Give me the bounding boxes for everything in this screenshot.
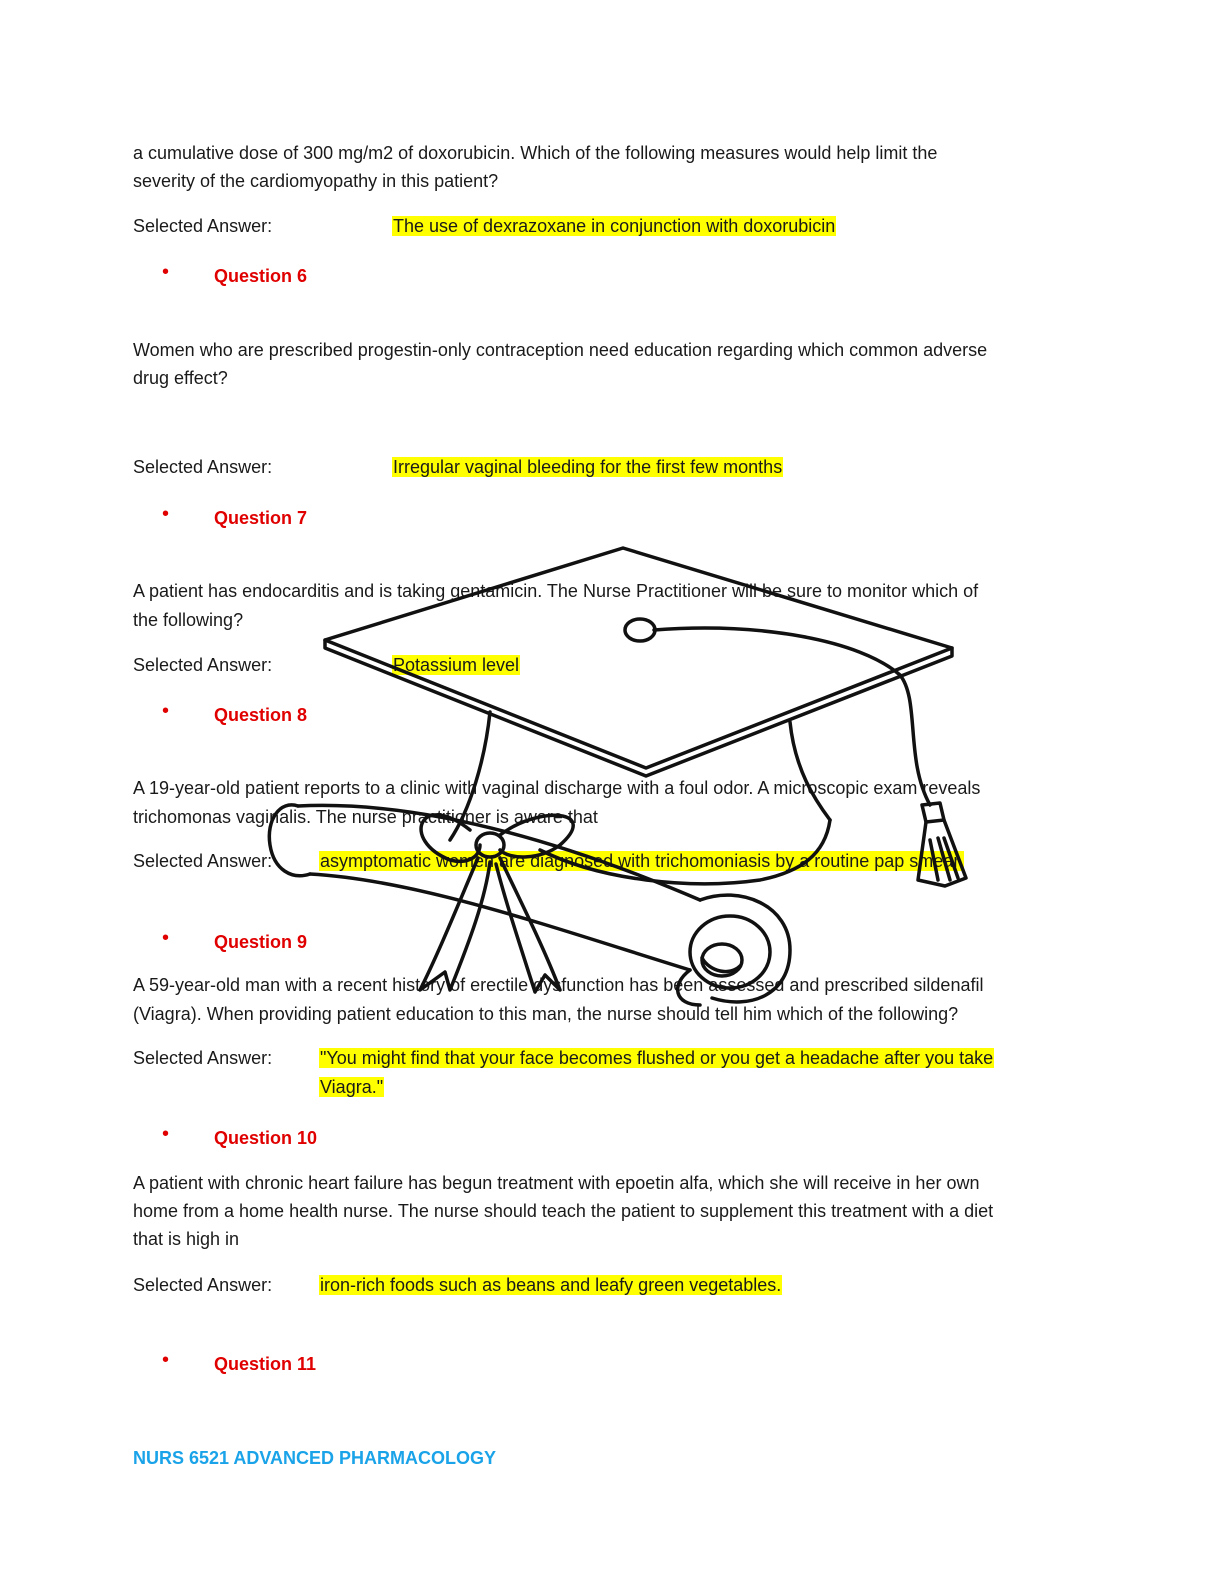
q10-stem-line-1: A patient with chronic heart failure has begun treatment with epoetin alfa, which she will receive in her own bbox=[133, 1173, 980, 1193]
q6-stem-line-2: drug effect? bbox=[133, 368, 228, 388]
bullet-icon: • bbox=[162, 927, 170, 949]
q6-selected-answer bbox=[392, 453, 783, 482]
q8-stem-line-2: trichomonas vaginalis. The nurse practitioner is aware that bbox=[133, 807, 598, 827]
q5-stem-line-1: a cumulative dose of 300 mg/m2 of doxorubicin. Which of the following measures would help limit the bbox=[133, 143, 938, 163]
bullet-icon: • bbox=[162, 261, 170, 283]
q9-selected-answer-line-1 bbox=[319, 1044, 994, 1073]
q7-answer-label: Selected Answer: bbox=[133, 655, 273, 675]
q9-answer-highlight-2: Viagra." bbox=[320, 1077, 384, 1097]
q6-answer-label: Selected Answer: bbox=[133, 457, 273, 477]
q7-title: Question 7 bbox=[214, 508, 308, 528]
q9-answer-label: Selected Answer: bbox=[133, 1048, 273, 1068]
bullet-icon: • bbox=[162, 1123, 170, 1145]
q5-answer-label: Selected Answer: bbox=[133, 216, 273, 236]
q10-title: Question 10 bbox=[214, 1128, 318, 1148]
q8-stem-line-1: A 19-year-old patient reports to a clinic with vaginal discharge with a foul odor. A microscopic exam reveals bbox=[133, 778, 981, 798]
q10-answer-highlight: iron-rich foods such as beans and leafy green vegetables. bbox=[320, 1275, 782, 1295]
q6-title: Question 6 bbox=[214, 266, 308, 286]
q5-answer-highlight: The use of dexrazoxane in conjunction with doxorubicin bbox=[393, 216, 836, 236]
q9-stem-line-2: (Viagra). When providing patient education to this man, the nurse should tell him which of the following? bbox=[133, 1004, 959, 1024]
q7-answer-highlight: Potassium level bbox=[393, 655, 520, 675]
q8-answer-highlight: asymptomatic women are diagnosed with trichomoniasis by a routine pap smear. bbox=[320, 851, 964, 871]
q5-stem-line-2: severity of the cardiomyopathy in this patient? bbox=[133, 171, 499, 191]
bullet-icon: • bbox=[162, 700, 170, 722]
bullet-icon: • bbox=[162, 503, 170, 525]
q7-stem-line-2: the following? bbox=[133, 610, 244, 630]
q9-title: Question 9 bbox=[214, 932, 308, 952]
q6-answer-highlight: Irregular vaginal bleeding for the first few months bbox=[393, 457, 783, 477]
q10-selected-answer bbox=[319, 1271, 782, 1300]
q7-selected-answer bbox=[392, 651, 520, 680]
q11-title: Question 11 bbox=[214, 1354, 317, 1374]
q9-answer-highlight-1: "You might find that your face becomes flushed or you get a headache after you take bbox=[320, 1048, 994, 1068]
q10-answer-label: Selected Answer: bbox=[133, 1275, 273, 1295]
q9-selected-answer-line-2 bbox=[319, 1073, 384, 1102]
q8-answer-label: Selected Answer: bbox=[133, 851, 273, 871]
bullet-icon: • bbox=[162, 1349, 170, 1371]
q6-stem-line-1: Women who are prescribed progestin-only contraception need education regarding which common adverse bbox=[133, 340, 988, 360]
q5-selected-answer bbox=[392, 212, 836, 241]
q7-stem-line-1: A patient has endocarditis and is taking gentamicin. The Nurse Practitioner will be sure to monitor which of bbox=[133, 581, 979, 601]
q8-title: Question 8 bbox=[214, 705, 308, 725]
q10-stem-line-2: home from a home health nurse. The nurse should teach the patient to supplement this treatment with a diet bbox=[133, 1201, 994, 1221]
q8-selected-answer bbox=[319, 847, 964, 876]
q9-stem-line-1: A 59-year-old man with a recent history of erectile dysfunction has been assessed and prescribed sildenafil bbox=[133, 975, 984, 995]
q10-stem-line-3: that is high in bbox=[133, 1229, 240, 1249]
footer-course-title: NURS 6521 ADVANCED PHARMACOLOGY bbox=[133, 1448, 497, 1468]
